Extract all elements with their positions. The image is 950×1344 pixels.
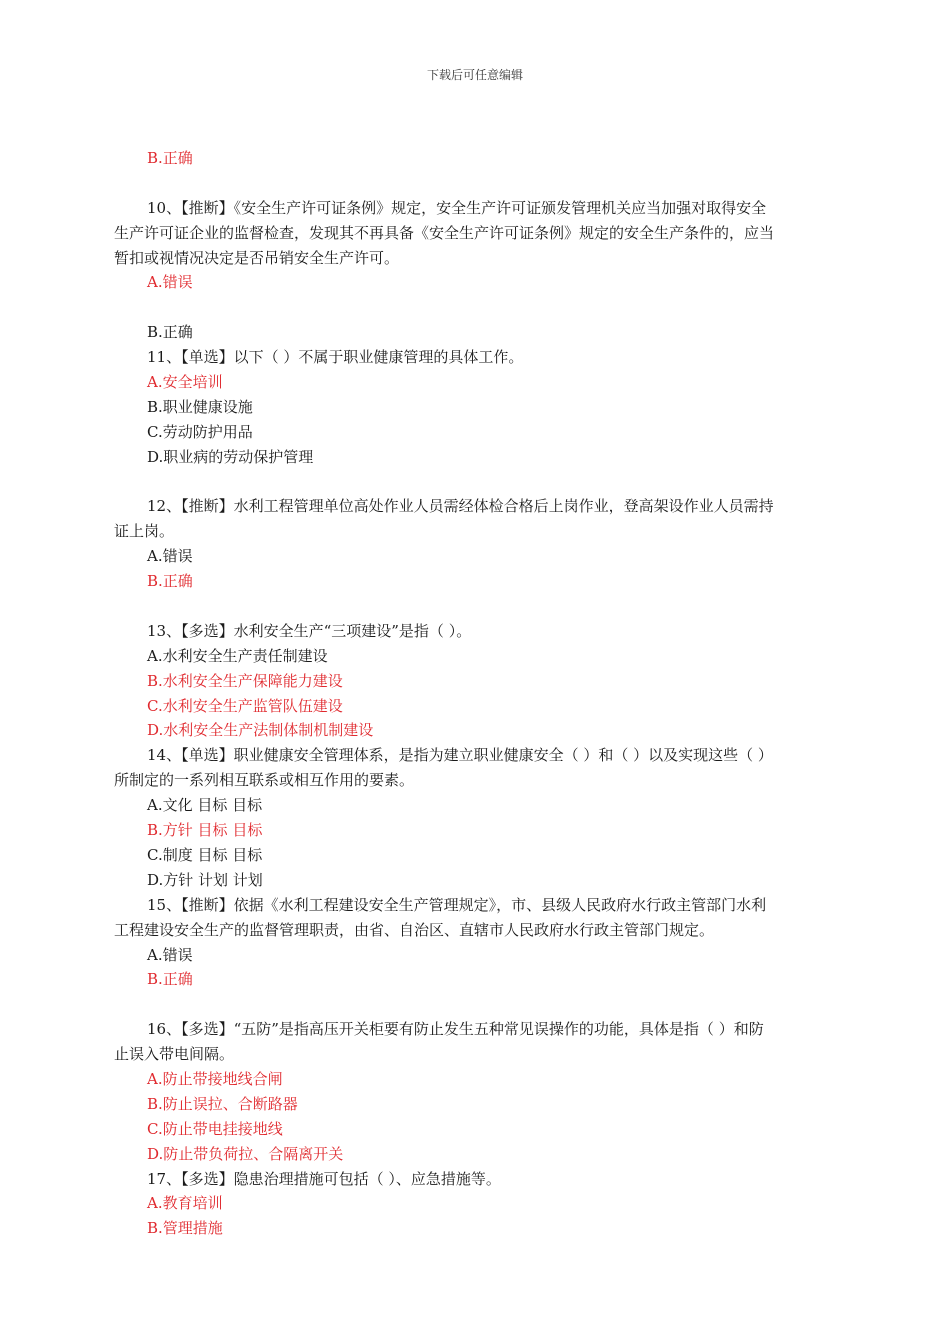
- question-line: 生产许可证企业的监督检查，发现其不再具备《安全生产许可证条例》规定的安全生产条件的，应当: [114, 223, 775, 242]
- spacer: [114, 594, 859, 619]
- answer-option-correct: A.安全培训: [147, 373, 223, 392]
- spacer: [114, 295, 859, 320]
- question-text: [114, 619, 859, 644]
- answer-option-correct: B.方针 目标 目标: [147, 821, 263, 840]
- question-text: [114, 1167, 859, 1192]
- answer-option-correct: D.防止带负荷拉、合隔离开关: [147, 1144, 344, 1163]
- answer-option: D.方针 计划 计划: [147, 870, 263, 889]
- answer-option-correct: B.正确: [147, 149, 193, 167]
- answer-option: A.错误: [147, 547, 193, 566]
- question-line: 12、【推断】水利工程管理单位高处作业人员需经体检合格后上岗作业，登高架设作业人员需持: [147, 497, 774, 516]
- answer-option-correct: C.水利安全生产监管队伍建设: [147, 696, 343, 715]
- question-line: 工程建设安全生产的监督管理职责，由省、自治区、直辖市人民政府水行政主管部门规定。: [114, 920, 715, 939]
- question-line: 10、【推断】《安全生产许可证条例》规定，安全生产许可证颁发管理机关应当加强对取得安全: [147, 198, 767, 217]
- question-line: 14、【单选】职业健康安全管理体系，是指为建立职业健康安全（ ）和（ ）以及实现这些（ ）: [147, 746, 773, 765]
- answer-option-correct: B.防止误拉、合断路器: [147, 1094, 298, 1113]
- answer-option: B.正确: [147, 323, 193, 342]
- answer-option-correct: C.防止带电挂接地线: [147, 1119, 283, 1138]
- question-line: 15、【推断】依据《水利工程建设安全生产管理规定》，市、县级人民政府水行政主管部门水利: [147, 895, 767, 914]
- question-text: [114, 345, 859, 370]
- answer-option-correct: B.管理措施: [147, 1219, 223, 1238]
- question-text: [114, 893, 859, 943]
- question-text: [114, 494, 859, 544]
- question-line: 止误入带电间隔。: [114, 1045, 235, 1064]
- question-text: [114, 743, 859, 793]
- question-line: 证上岗。: [114, 522, 175, 541]
- page-header: 下载后可任意编辑: [426, 68, 523, 82]
- answer-option: D.职业病的劳动保护管理: [147, 447, 314, 466]
- answer-option: C.劳动防护用品: [147, 422, 253, 441]
- question-line: 16、【多选】“五防”是指高压开关柜要有防止发生五种常见误操作的功能，具体是指（ ）和防: [147, 1020, 764, 1039]
- question-line: 13、【多选】水利安全生产“三项建设”是指（ ）。: [147, 621, 472, 640]
- document-body: [114, 146, 859, 1241]
- answer-option: A.错误: [147, 945, 193, 964]
- question-line: 暂扣或视情况决定是否吊销安全生产许可。: [114, 248, 400, 267]
- question-text: [114, 1017, 859, 1067]
- answer-option-correct: A.教育培训: [147, 1194, 223, 1213]
- question-line: 17、【多选】隐患治理措施可包括（ ）、应急措施等。: [147, 1169, 501, 1188]
- answer-option: B.职业健康设施: [147, 397, 253, 416]
- question-line: 所制定的一系列相互联系或相互作用的要素。: [114, 771, 415, 790]
- answer-option-correct: B.正确: [147, 970, 193, 989]
- spacer: [114, 470, 859, 495]
- question-text: [114, 196, 859, 271]
- answer-option: C.制度 目标 目标: [147, 845, 263, 864]
- answer-option-correct: B.正确: [147, 572, 193, 591]
- answer-option: A.文化 目标 目标: [147, 796, 263, 815]
- answer-option-correct: B.水利安全生产保障能力建设: [147, 671, 343, 690]
- spacer: [114, 992, 859, 1017]
- question-line: 11、【单选】以下（ ）不属于职业健康管理的具体工作。: [147, 348, 524, 367]
- answer-option-correct: A.防止带接地线合闸: [147, 1069, 283, 1088]
- spacer: [114, 171, 859, 196]
- answer-option: A.水利安全生产责任制建设: [147, 646, 328, 665]
- answer-option-correct: A.错误: [147, 273, 193, 292]
- answer-option-correct: D.水利安全生产法制体制机制建设: [147, 721, 374, 740]
